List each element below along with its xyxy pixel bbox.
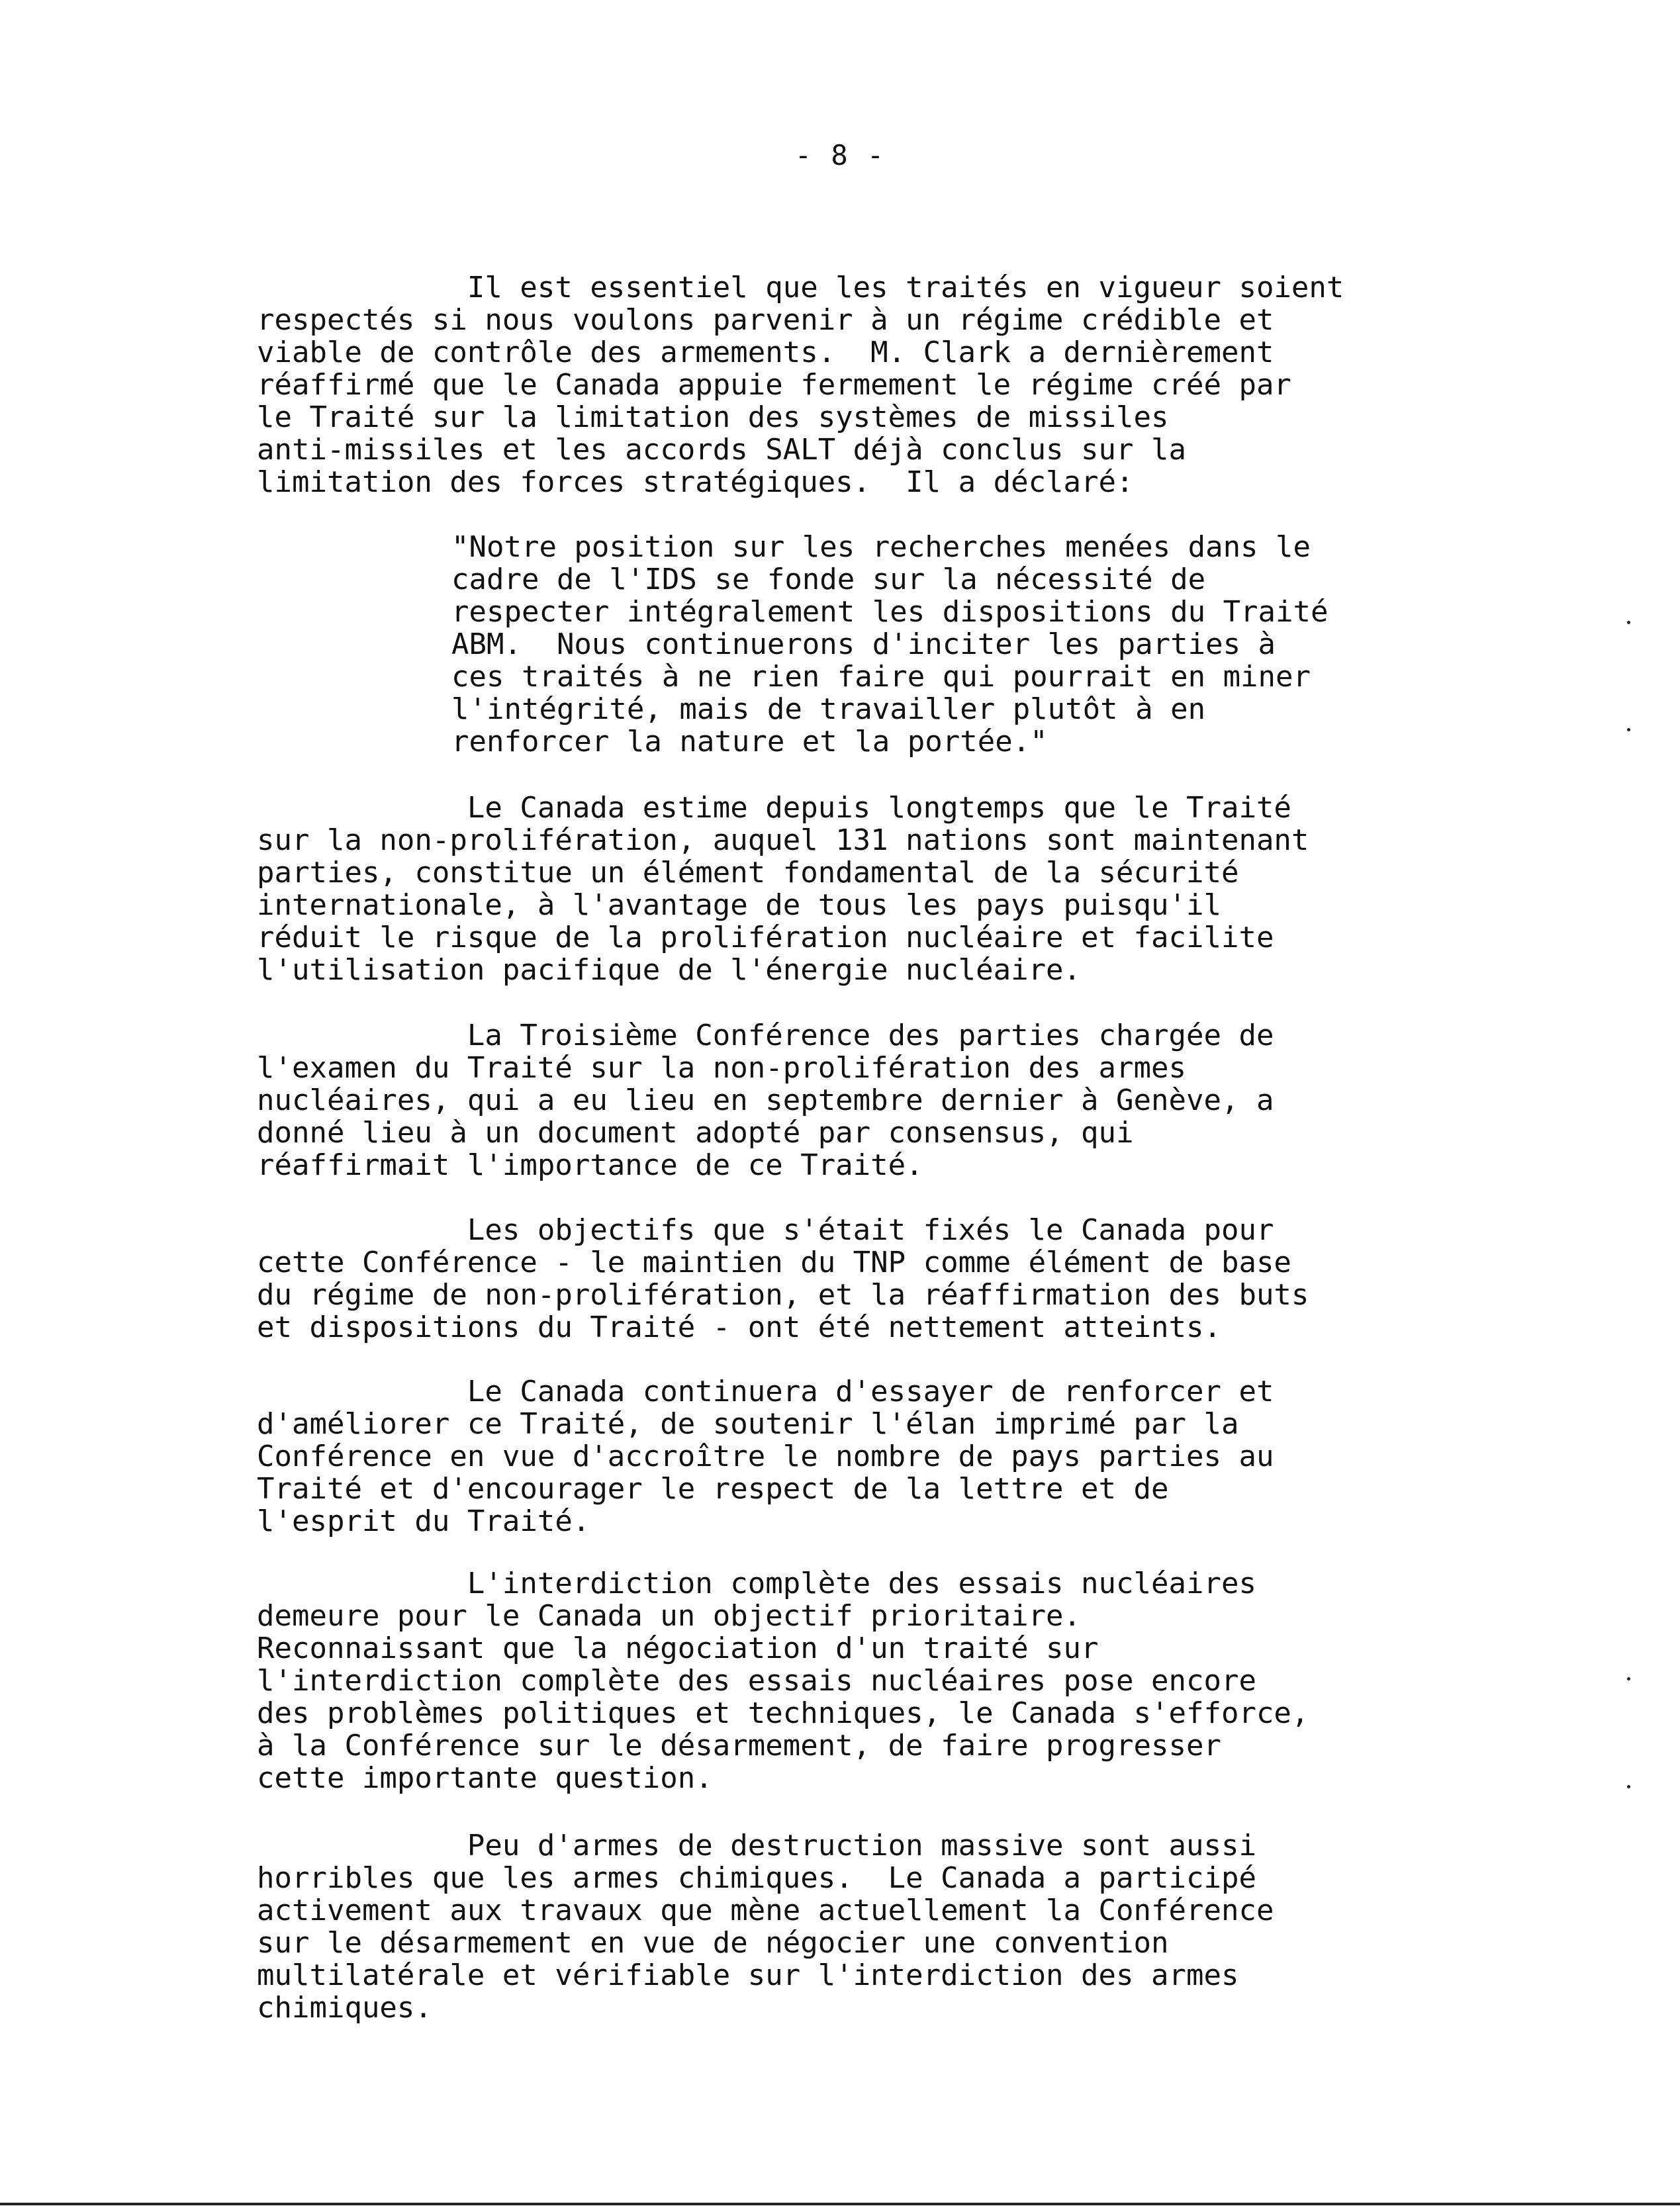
scan-bottom-edge — [0, 2203, 1680, 2205]
quote-clark-ids: "Notre position sur les recherches menées dans le cadre de l'IDS se fonde sur la nécessité de respecter intégralement les dispositions du Traité ABM. Nous continuerons d'inciter les parties à ces traités à ne rien faire qui pourrait en miner l'intégrité, mais de travailler plutôt à en renforcer la nature et la portée." — [451, 530, 1329, 758]
page-number: - 8 - — [794, 139, 886, 171]
paragraph-conference-objectives: Les objectifs que s'était fixés le Canada pour cette Conférence - le maintien du TNP comme élément de base du régime de non-prolifération, et la réaffirmation des buts et dispositions du Traité - ont été nettement atteints. — [257, 1213, 1309, 1344]
scan-speck — [1627, 1677, 1630, 1680]
scan-speck — [1627, 1785, 1630, 1788]
paragraph-third-conference: La Troisième Conférence des parties chargée de l'examen du Traité sur la non-prolifération des armes nucléaires, qui a eu lieu en septembre dernier à Genève, a donné lieu à un document adopté par consensus, qui réaffirmait l'importance de ce Traité. — [257, 1019, 1274, 1182]
paragraph-non-proliferation: Le Canada estime depuis longtemps que le Traité sur la non-prolifération, auquel 131 nations sont maintenant parties, constitue un élément fondamental de la sécurité internationale, à l'avantage de tous les pays puisqu'il réduit le risque de la prolifération nucléaire et facilite l'utilisation pacifique de l'énergie nucléaire. — [257, 791, 1309, 987]
paragraph-test-ban: L'interdiction complète des essais nucléaires demeure pour le Canada un objectif prioritaire. Reconnaissant que la négociation d'un traité sur l'interdiction complète des essais nucléaires pose encore des problèmes politiques et techniques, le Canada s'efforce, à la Conférence sur le désarmement, de faire progresser cette importante question. — [257, 1567, 1309, 1795]
paragraph-treaties-respect: Il est essentiel que les traités en vigueur soient respectés si nous voulons parvenir à un régime crédible et viable de contrôle des armements. M. Clark a dernièrement réaffirmé que le Canada appuie fermement le régime créé par le Traité sur la limitation des systèmes de missiles anti-missiles et les accords SALT déjà conclus sur la limitation des forces stratégiques. Il a déclaré: — [257, 271, 1344, 499]
scan-speck — [1627, 728, 1630, 731]
paragraph-canada-continue: Le Canada continuera d'essayer de renforcer et d'améliorer ce Traité, de soutenir l'élan imprimé par la Conférence en vue d'accroître le nombre de pays parties au Traité et d'encourager le respect de la lettre et de l'esprit du Traité. — [257, 1375, 1274, 1538]
paragraph-chemical-weapons: Peu d'armes de destruction massive sont aussi horribles que les armes chimiques. Le Canada a participé activement aux travaux que mène actuellement la Conférence sur le désarmement en vue de négocier une convention multilatérale et vérifiable sur l'interdiction des armes chimiques. — [257, 1829, 1274, 2025]
scan-speck — [1627, 621, 1630, 624]
